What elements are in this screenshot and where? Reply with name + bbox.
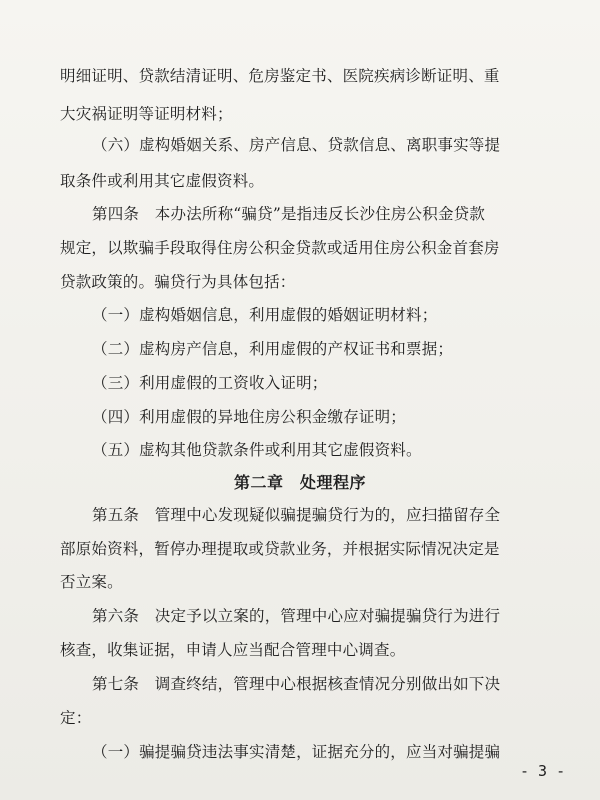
text-line: 贷款政策的。骗贷行为具体包括：: [60, 273, 296, 291]
text-line: （一）骗提骗贷违法事实清楚，证据充分的，应当对骗提骗: [92, 743, 501, 761]
text-line: 第五条 管理中心发现疑似骗提骗贷行为的，应扫描留存全: [92, 506, 501, 524]
text-line: 定：: [60, 709, 92, 727]
text-line: 第七条 调查终结，管理中心根据核查情况分别做出如下决: [92, 675, 501, 693]
text-line: 部原始资料，暂停办理提取或贷款业务，并根据实际情况决定是: [60, 540, 500, 558]
text-line: 核查，收集证据，申请人应当配合管理中心调查。: [60, 641, 406, 659]
text-line: 大灾祸证明等证明材料；: [60, 105, 233, 123]
text-line: 第六条 决定予以立案的，管理中心应对骗提骗贷行为进行: [92, 607, 501, 625]
text-line: （四）利用虚假的异地住房公积金缴存证明；: [92, 408, 407, 426]
text-line: （二）虚构房产信息，利用虚假的产权证书和票据；: [92, 340, 454, 358]
text-line: （三）利用虚假的工资收入证明；: [92, 374, 328, 392]
page-number: - 3 -: [520, 762, 566, 780]
chapter-title: 第二章 处理程序: [233, 473, 366, 492]
text-line: 第四条 本办法所称“骗贷”是指违反长沙住房公积金贷款: [92, 205, 486, 223]
text-line: （五）虚构其他贷款条件或利用其它虚假资料。: [92, 441, 422, 459]
text-line: （六）虚构婚姻关系、房产信息、贷款信息、离职事实等提: [92, 136, 501, 154]
text-line: 否立案。: [60, 573, 123, 591]
text-line: 取条件或利用其它虚假资料。: [60, 172, 265, 190]
text-line: 明细证明、贷款结清证明、危房鉴定书、医院疾病诊断证明、重: [60, 67, 500, 85]
text-line: （一）虚构婚姻信息，利用虚假的婚姻证明材料；: [92, 306, 438, 324]
text-line: 规定，以欺骗手段取得住房公积金贷款或适用住房公积金首套房: [60, 239, 500, 257]
